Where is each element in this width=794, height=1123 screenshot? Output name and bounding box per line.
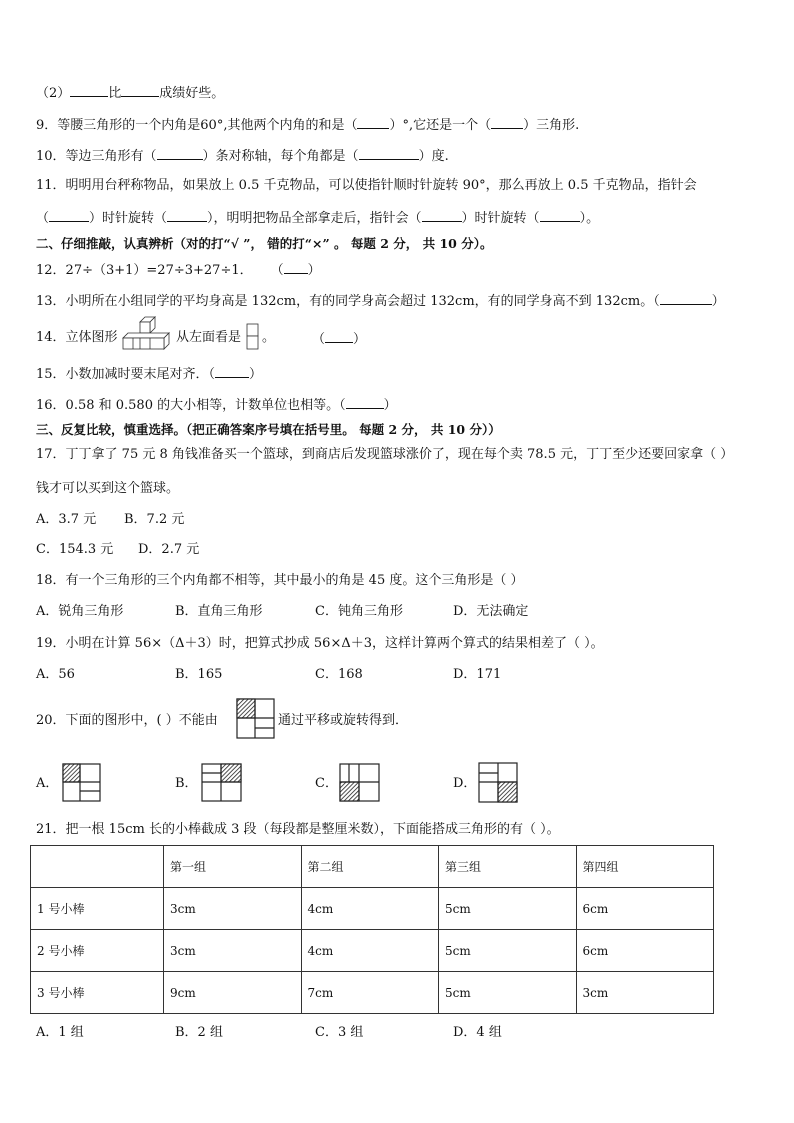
table-cell: 1 号小棒	[31, 888, 164, 930]
solid-figure-image	[122, 316, 174, 354]
q13-line	[36, 292, 725, 310]
table-row	[31, 888, 714, 930]
q14-paren-open: （	[312, 332, 326, 347]
q15-paren-close: ）	[249, 367, 263, 382]
q15-text: 15．小数加减时要末尾对齐．（	[36, 367, 216, 382]
table-cell: 7cm	[301, 972, 439, 1014]
q12-paren-close: ）	[307, 263, 321, 278]
q17-line-2: 钱才可以买到这个篮球。	[36, 481, 180, 496]
q12-paren-open: （	[270, 263, 284, 278]
q20-option-a[interactable]: A．	[36, 776, 59, 791]
q9-text-a: 9．等腰三角形的一个内角是60°,其他两个内角的和是（	[36, 118, 358, 133]
table-cell: 3cm	[164, 930, 302, 972]
answer-blank[interactable]	[215, 365, 249, 378]
q20-option-c-figure[interactable]	[339, 763, 381, 803]
q11-line-2	[36, 209, 599, 227]
table-cell: 3cm	[576, 972, 714, 1014]
q20-option-d-figure[interactable]	[478, 762, 520, 804]
q19-option-c[interactable]: C．168	[315, 667, 363, 682]
answer-blank[interactable]	[540, 209, 580, 222]
q16-text: 16．0.58 和 0.580 的大小相等，计数单位也相等。（	[36, 398, 346, 413]
q14-paren	[312, 330, 366, 348]
q21-line: 21．把一根 15cm 长的小棒截成 3 段（每段都是整厘米数），下面能搭成三角形的有（ ）。	[36, 822, 560, 837]
q8-2-line	[36, 84, 224, 102]
table-header-cell	[31, 846, 164, 888]
table-cell: 4cm	[301, 888, 439, 930]
q16-line	[36, 396, 397, 414]
table-header-cell: 第二组	[301, 846, 439, 888]
q20-source-figure	[236, 698, 276, 740]
table-header-row	[31, 846, 714, 888]
answer-blank[interactable]	[49, 209, 89, 222]
q20-text-a: 20．下面的图形中，( ）不能由	[36, 713, 218, 728]
answer-blank[interactable]	[660, 292, 712, 305]
q20-option-d[interactable]: D．	[453, 776, 477, 791]
q18-option-b[interactable]: B．直角三角形	[175, 604, 263, 619]
answer-blank[interactable]	[357, 116, 389, 129]
table-header-cell: 第三组	[439, 846, 577, 888]
answer-blank[interactable]	[70, 84, 108, 97]
q17-option-a[interactable]: A．3.7 元	[36, 512, 97, 527]
q21-option-b[interactable]: B．2 组	[175, 1025, 223, 1040]
answer-blank[interactable]	[325, 330, 353, 343]
q21-option-c[interactable]: C．3 组	[315, 1025, 364, 1040]
q19-option-b[interactable]: B．165	[175, 667, 223, 682]
q12-text: 12．27÷（3+1）=27÷3+27÷1．	[36, 263, 253, 278]
q19-line: 19．小明在计算 56×（Δ＋3）时，把算式抄成 56×Δ＋3，这样计算两个算式的结果相差了（ ）。	[36, 636, 604, 651]
q9-line	[36, 116, 579, 134]
q14-text-a: 14．立体图形	[36, 330, 118, 345]
q11-line-1: 11．明明用台秤称物品，如果放上 0.5 千克物品，可以使指针顺时针旋转 90°，那么再放上 0.5 千克物品，指针会	[36, 178, 697, 193]
q21-option-d[interactable]: D．4 组	[453, 1025, 502, 1040]
q10-text-b: ）条对称轴，每个角都是（	[202, 149, 359, 164]
q21-option-a[interactable]: A．1 组	[36, 1025, 84, 1040]
answer-blank[interactable]	[422, 209, 462, 222]
q19-option-d[interactable]: D．171	[453, 667, 502, 682]
q14-paren-close: ）	[353, 332, 367, 347]
answer-blank[interactable]	[491, 116, 523, 129]
table-cell: 9cm	[164, 972, 302, 1014]
table-cell: 3cm	[164, 888, 302, 930]
q18-option-d[interactable]: D．无法确定	[453, 604, 529, 619]
q18-option-a[interactable]: A．锐角三角形	[36, 604, 124, 619]
q20-option-c[interactable]: C．	[315, 776, 338, 791]
q20-option-a-figure[interactable]	[62, 763, 102, 803]
table-cell: 2 号小棒	[31, 930, 164, 972]
q10-text-a: 10．等边三角形有（	[36, 149, 157, 164]
table-cell: 6cm	[576, 888, 714, 930]
q20-option-b-figure[interactable]	[201, 763, 243, 803]
q13-paren-close: ）	[711, 294, 725, 309]
table-header-cell: 第四组	[576, 846, 714, 888]
q18-option-c[interactable]: C．钝角三角形	[315, 604, 403, 619]
table-cell: 5cm	[439, 888, 577, 930]
q9-text-b: ）°,它还是一个（	[389, 118, 492, 133]
section-3-heading: 三、反复比较，慎重选择。（把正确答案序号填在括号里。 每题 2 分， 共 10 分））	[36, 422, 501, 437]
q12-line	[36, 261, 321, 279]
q19-option-a[interactable]: A．56	[36, 667, 75, 682]
table-row	[31, 972, 714, 1014]
table-header-cell: 第一组	[164, 846, 302, 888]
q10-text-c: ）度.	[418, 149, 449, 164]
section-2-heading: 二、仔细推敲，认真辨析（对的打“√ ”， 错的打“×” 。 每题 2 分， 共 10 分）。	[36, 236, 493, 251]
left-view-image	[246, 323, 260, 351]
table-cell: 6cm	[576, 930, 714, 972]
q8-2-mid: 比	[108, 86, 122, 101]
answer-blank[interactable]	[157, 147, 203, 160]
answer-blank[interactable]	[346, 396, 384, 409]
table-cell: 5cm	[439, 972, 577, 1014]
q17-option-b[interactable]: B．7.2 元	[124, 512, 185, 527]
q11-text-d: ）时针旋转（	[461, 211, 540, 226]
answer-blank[interactable]	[284, 261, 308, 274]
q20-option-b[interactable]: B．	[175, 776, 198, 791]
answer-blank[interactable]	[359, 147, 419, 160]
table-row	[31, 930, 714, 972]
q11-text-c: ），明明把物品全部拿走后，指针会（	[207, 211, 422, 226]
q10-line	[36, 147, 449, 165]
q20-text-b: 通过平移或旋转得到．	[278, 713, 409, 728]
q8-2-prefix: （2）	[36, 86, 71, 101]
answer-blank[interactable]	[121, 84, 159, 97]
table-cell: 5cm	[439, 930, 577, 972]
q11-text-a: （	[36, 211, 50, 226]
q14-text-c: 。	[262, 330, 276, 345]
q11-text-e: ）。	[579, 211, 600, 226]
q8-2-suffix: 成绩好些。	[159, 86, 225, 101]
answer-blank[interactable]	[167, 209, 207, 222]
table-cell: 4cm	[301, 930, 439, 972]
q11-text-b: ）时针旋转（	[89, 211, 168, 226]
stick-groups-table	[30, 845, 714, 1014]
q18-line: 18．有一个三角形的三个内角都不相等，其中最小的角是 45 度。这个三角形是（ ）	[36, 573, 524, 588]
q17-line-1: 17．丁丁拿了 75 元 8 角钱准备买一个篮球，到商店后发现篮球涨价了，现在每个卖 78.5 元，丁丁至少还要回家拿（ ）	[36, 447, 734, 462]
q14-text-b: 从左面看是	[176, 330, 242, 345]
q17-option-d[interactable]: D．2.7 元	[138, 542, 200, 557]
table-cell: 3 号小棒	[31, 972, 164, 1014]
q15-line	[36, 365, 262, 383]
q13-text: 13．小明所在小组同学的平均身高是 132cm，有的同学身高会超过 132cm，有的同学身高不到 132cm。（	[36, 294, 660, 309]
q16-paren-close: ）	[383, 398, 397, 413]
q17-option-c[interactable]: C．154.3 元	[36, 542, 114, 557]
q9-text-c: ）三角形.	[523, 118, 580, 133]
